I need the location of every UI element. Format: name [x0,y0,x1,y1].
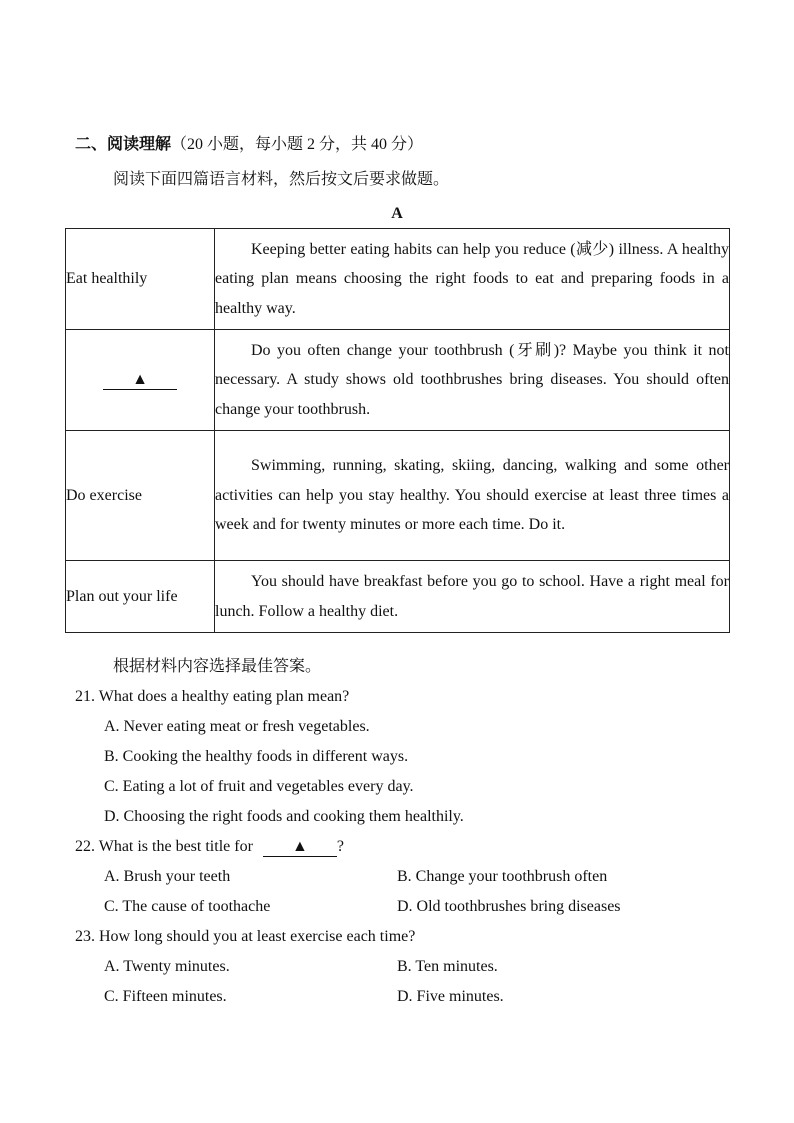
row-heading: Plan out your life [66,561,215,633]
row-heading-blank [66,330,215,431]
option-23-d: D. Five minutes. [397,988,504,1005]
option-21-d: D. Choosing the right foods and cooking them healthily. [104,808,464,825]
question-21: 21. What does a healthy eating plan mean? [75,688,350,705]
options-23-row-1 [75,952,735,982]
option-21-c: C. Eating a lot of fruit and vegetables every day. [104,778,414,795]
option-21-b: B. Cooking the healthy foods in different ways. [104,748,409,765]
question-22-blank: ▲ [263,838,337,857]
option-23-a: A. Twenty minutes. [104,958,230,975]
passage-row [66,561,730,633]
passage-row [66,431,730,561]
question-23: 23. How long should you at least exercise each time? [75,928,416,945]
row-body [215,229,730,330]
row-text: Swimming, running, skating, skiing, dancing, walking and some other activities can help you stay healthy. You should exercise at least three times a week and for twenty minutes or more each time. Do it. [215,457,729,534]
passage-row [66,229,730,330]
options-22-row-1 [75,862,735,892]
question-22-mark: ? [336,838,344,855]
passage-row [66,330,730,431]
option-22-b: B. Change your toothbrush often [397,868,608,885]
row-heading: Do exercise [66,431,215,561]
row-body [215,561,730,633]
option-22-d: D. Old toothbrushes bring diseases [397,898,621,915]
question-22 [75,832,735,862]
option-21-a: A. Never eating meat or fresh vegetables. [104,718,370,735]
section-title-bold: 二、阅读理解 [75,136,172,153]
row-text: Keeping better eating habits can help you reduce (减少) illness. A healthy eating plan means choosing the right foods to eat and preparing foods in a healthy way. [215,240,729,317]
row-heading: Eat healthily [66,229,215,330]
section-title-rest: （20 小题，每小题 2 分，共 40 分） [171,136,424,153]
option-22-c: C. The cause of toothache [104,898,271,915]
options-23-row-2 [75,982,735,1012]
section-title [75,131,423,154]
passage-label: A [391,205,403,222]
questions [75,652,735,1012]
passage-table [65,228,730,633]
row-body [215,431,730,561]
row-text: Do you often change your toothbrush (牙刷)? Maybe you think it not necessary. A study shows old toothbrushes bring diseases. You should often change your toothbrush. [215,341,729,418]
row-body [215,330,730,431]
title-blank: ▲ [103,371,177,390]
option-22-a: A. Brush your teeth [104,868,231,885]
section-instructions: 阅读下面四篇语言材料，然后按文后要求做题。 [113,171,450,188]
option-23-c: C. Fifteen minutes. [104,988,227,1005]
questions-intro: 根据材料内容选择最佳答案。 [113,658,322,675]
row-text: You should have breakfast before you go to school. Have a right meal for lunch. Follow a healthy diet. [215,573,729,620]
option-23-b: B. Ten minutes. [397,958,498,975]
options-22-row-2 [75,892,735,922]
question-22-stem: 22. What is the best title for [75,838,253,855]
